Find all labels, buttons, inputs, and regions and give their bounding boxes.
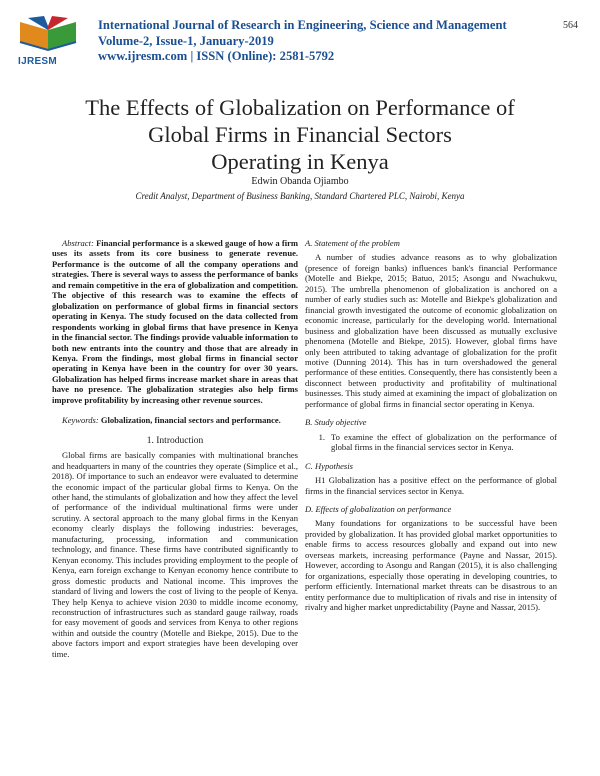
journal-info	[98, 18, 507, 65]
logo-text: IJRESM	[18, 56, 58, 67]
list-number: 1.	[318, 431, 325, 442]
author-name: Edwin Obanda Ojiambo	[251, 176, 349, 187]
list-text: To examine the effect of globalization on the performance of global firms in the financial services sector in Kenya.	[331, 431, 557, 453]
author-affiliation: Credit Analyst, Department of Business Banking, Standard Chartered PLC, Nairobi, Kenya	[135, 191, 465, 201]
subsection-heading-hypothesis: C. Hypothesis	[305, 460, 353, 471]
subsection-heading-effects: D. Effects of globalization on performance	[305, 503, 452, 514]
left-column	[52, 238, 298, 659]
journal-name: International Journal of Research in Engineering, Science and Management	[98, 18, 507, 32]
journal-header	[14, 12, 586, 70]
title-line: The Effects of Globalization on Performance of	[85, 95, 515, 120]
hypothesis-paragraph: H1 Globalization has a positive effect on the performance of global firms in the financial services sector in Kenya.	[305, 475, 557, 496]
keywords-label: Keywords:	[62, 415, 99, 426]
keywords	[52, 415, 298, 425]
right-column	[305, 238, 557, 613]
paper-title	[40, 94, 560, 175]
abstract-text: Financial performance is a skewed gauge of how a firm uses its assets from its core business to generate revenue. Performance is the outcome of all the company operations and strategies. There is several ways to assess the performance of banks and remain competitive in the era of globalization and competition. The objective of this research was to examine the effects of globalization on performance of global firms in financial sectors operating in Kenya. The study focused on the data collected from respondents working in global firms that have presence in Kenya in the financial sector. The findings provide valuable information to both new entrants into the country and those that are already in Kenya. From the findings, most global firms in financial sector operating in Kenya have been in the country for over 30 years. Globalization has helped firms increase market share in areas that have no presence. The globalization strategies also help firms improve profitability by increasing other revenue sources.	[52, 238, 298, 405]
abstract-label: Abstract:	[62, 238, 94, 248]
statement-paragraph: A number of studies advance reasons as to why globalization (presence of foreign banks) influences bank's financial Performance (Motelle and Biekpe, 2015; Batuo, 2015; Asongu and Nwachukwu, 2015). The umbrella phenomenon of globalization is anchored on a number of early studies such as: Motelle and Biekpe's globalization and financial growth investigated the outcome of economic globalization on economic increase, particularly for the developing world. International business and globalization have been discussed as mutually exclusive phenomena (Motelle and Biekpe, 2015). However, global firms have only been attributed to taking advantage of globalization for the profit motive (Dunning 2014). This has in turn overshadowed the general performance of these entities. Consequently, there has consistently been a disconnect between productivity and profitability of multinational businesses. This study aimed at examining the impact of globalization on performance of global firms in financial sector operating in Kenya.	[305, 252, 557, 409]
title-line: Operating in Kenya	[211, 149, 389, 174]
journal-logo	[14, 12, 82, 68]
title-line: Global Firms in Financial Sectors	[148, 122, 452, 147]
logo-books-icon	[14, 12, 82, 56]
abstract	[52, 238, 298, 405]
introduction-paragraph: Global firms are basically companies with multinational branches and headquarters in many of the countries they operate (Simplice et al., 2018). Of importance to such an endeavor were evaluated to determine the economic impact of the particular global firms to Kenya. On the other hand, the stimulants of globalization and how they affect the level of performance of the individual multinational firms were under scrutiny. A sectoral approach to the many global firms in the Kenyan economy clearly displays the following industries: beverages, manufacturing, processing, information and communication technology, and finance. These firms have contributed significantly to Kenyan economy. This includes providing employment to the people of Kenya, earn foreign exchange to Kenyan economy hence contribute to gross domestic products and National income. This improves the standard of living and lowers the cost of living to the people of Kenya. They help Kenya to achieve vision 2030 to middle income economy, reconstruction of infrastructures such as standard gauge railway, roads for easy movement of goods and services from Kenya to other regions within and outside the country (Motelle and Biekpe, 2015). Due to the above factors import and export strategies have been developing over time.	[52, 450, 298, 659]
subsection-heading-objective: B. Study objective	[305, 417, 367, 428]
section-heading-introduction: 1. Introduction	[146, 435, 204, 446]
journal-website: www.ijresm.com | ISSN (Online): 2581-5792	[98, 49, 335, 63]
effects-paragraph: Many foundations for organizations to be successful have been provided by globalization. It has provided global market opportunities to enable firms to access resources globally and expand out into new overseas markets, increasing performance (Payne and Nassar, 2015). However, according to Asongu and Rangan (2015), it is also challenging for organizations, especially those operating in developing countries, to perform efficiently. International market threats can be disastrous to an entity performance due to multiplication of rivals and rise in intensity of rivalry and higher market unpredictability (Payne and Nassar, 2015).	[305, 518, 557, 613]
journal-volume: Volume-2, Issue-1, January-2019	[98, 33, 274, 48]
subsection-heading-statement: A. Statement of the problem	[305, 238, 400, 248]
keywords-text: Globalization, financial sectors and performance.	[100, 415, 281, 426]
page-number: 564	[563, 20, 578, 31]
list-item	[305, 432, 557, 453]
